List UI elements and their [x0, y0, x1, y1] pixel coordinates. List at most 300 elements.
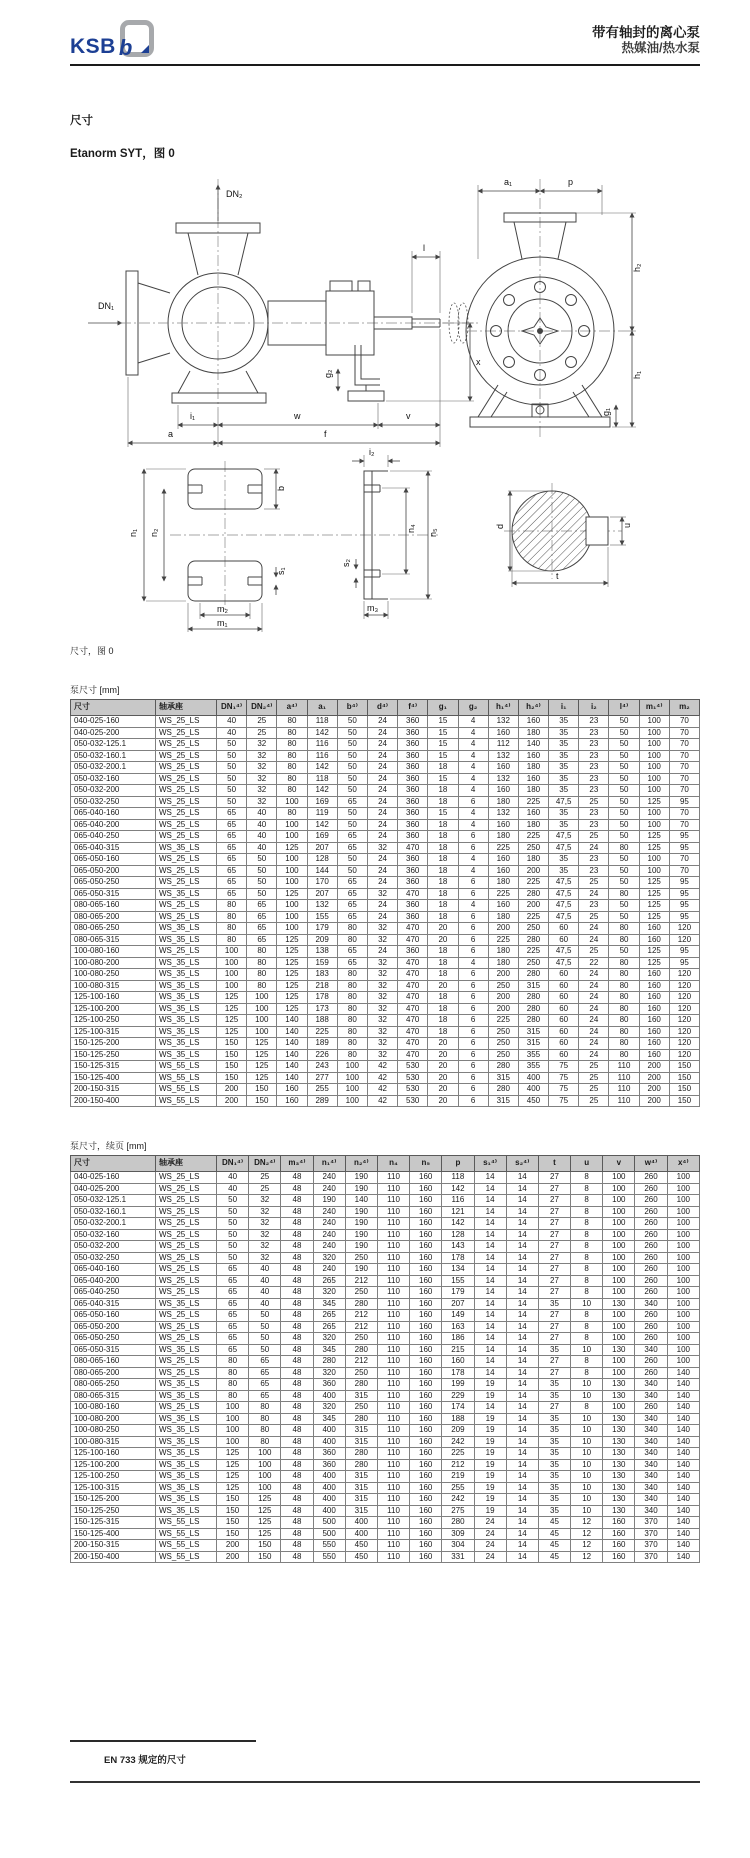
- column-header: s₁⁴⁾: [474, 1156, 506, 1172]
- table-cell: 50: [609, 716, 639, 728]
- table-cell: 12: [571, 1528, 603, 1540]
- table-row: [71, 1195, 700, 1207]
- table-cell: 110: [377, 1528, 409, 1540]
- table-cell: 150-125-200: [71, 1038, 156, 1050]
- table-cell: 95: [669, 957, 699, 969]
- dim-label-h2: h₂: [632, 263, 642, 272]
- table-cell: 400: [313, 1482, 345, 1494]
- table-cell: 199: [442, 1379, 474, 1391]
- page-header: [70, 0, 700, 60]
- table-cell: 400: [313, 1471, 345, 1483]
- table-cell: WS_55_LS: [156, 1072, 217, 1084]
- table-cell: 50: [247, 854, 277, 866]
- table-cell: 23: [579, 865, 609, 877]
- table-cell: 35: [538, 1379, 570, 1391]
- table-cell: 95: [669, 796, 699, 808]
- table-cell: 130: [603, 1471, 635, 1483]
- table-cell: 130: [603, 1494, 635, 1506]
- table-cell: 360: [398, 946, 428, 958]
- table-cell: 48: [281, 1390, 313, 1402]
- table-cell: 183: [307, 969, 337, 981]
- table-cell: 140: [667, 1425, 699, 1437]
- table-cell: 065-040-200: [71, 1275, 156, 1287]
- table-cell: 110: [377, 1448, 409, 1460]
- table-cell: 200: [518, 900, 548, 912]
- table-row: [71, 1275, 700, 1287]
- table-cell: 6: [458, 1015, 488, 1027]
- table-cell: 50: [217, 1229, 249, 1241]
- table-cell: 100: [603, 1195, 635, 1207]
- table-cell: 065-040-315: [71, 842, 156, 854]
- column-header: i₁: [549, 700, 579, 716]
- table-cell: 179: [307, 923, 337, 935]
- table-cell: 142: [307, 785, 337, 797]
- table-cell: 260: [635, 1333, 667, 1345]
- column-header: n₁⁴⁾: [313, 1156, 345, 1172]
- table-cell: 125: [247, 1038, 277, 1050]
- table-cell: 18: [428, 865, 458, 877]
- table-row: [71, 1038, 700, 1050]
- table-cell: 180: [488, 831, 518, 843]
- table-cell: 4: [458, 773, 488, 785]
- table-cell: 19: [474, 1413, 506, 1425]
- table-cell: 24: [367, 865, 397, 877]
- table-cell: WS_35_LS: [156, 1425, 217, 1437]
- table-cell: 4: [458, 865, 488, 877]
- table-cell: 70: [669, 727, 699, 739]
- table-cell: 100: [667, 1195, 699, 1207]
- table-cell: 100-080-250: [71, 1425, 156, 1437]
- table-cell: 20: [428, 1084, 458, 1096]
- table-cell: WS_25_LS: [156, 1275, 217, 1287]
- table-cell: 50: [337, 819, 367, 831]
- table-cell: 100: [667, 1275, 699, 1287]
- table-cell: 225: [488, 934, 518, 946]
- table-cell: 040-025-160: [71, 1172, 156, 1184]
- table-cell: 050-032-160: [71, 773, 156, 785]
- table-cell: 125: [277, 957, 307, 969]
- table-row: [71, 1049, 700, 1061]
- table-cell: 120: [669, 1038, 699, 1050]
- table-row: [71, 923, 700, 935]
- table-cell: 160: [603, 1540, 635, 1552]
- table-cell: 14: [506, 1275, 538, 1287]
- table-cell: 50: [217, 739, 247, 751]
- table-cell: 125: [639, 911, 669, 923]
- table-cell: WS_35_LS: [156, 1390, 217, 1402]
- table-row: [71, 1218, 700, 1230]
- table-cell: 200: [639, 1084, 669, 1096]
- table-cell: 100: [639, 750, 669, 762]
- table-cell: 14: [506, 1264, 538, 1276]
- table-cell: 110: [377, 1321, 409, 1333]
- table-cell: 140: [277, 1015, 307, 1027]
- column-header: 轴承座: [156, 700, 217, 716]
- table-cell: 190: [345, 1218, 377, 1230]
- table-cell: 150-125-200: [71, 1494, 156, 1506]
- table-cell: 100: [217, 946, 247, 958]
- dim-label-l: l: [423, 243, 425, 253]
- table-cell: 260: [635, 1310, 667, 1322]
- table-cell: 25: [579, 831, 609, 843]
- table-cell: 132: [488, 773, 518, 785]
- table-cell: 190: [345, 1241, 377, 1253]
- table-cell: 80: [247, 946, 277, 958]
- table-cell: 370: [635, 1540, 667, 1552]
- table-cell: 160: [410, 1540, 442, 1552]
- table-cell: WS_25_LS: [156, 1264, 217, 1276]
- table-cell: 160: [410, 1229, 442, 1241]
- pump-drawing-svg: [70, 171, 700, 633]
- table-cell: 250: [488, 1049, 518, 1061]
- table-cell: 160: [410, 1482, 442, 1494]
- table-cell: 10: [571, 1344, 603, 1356]
- table-cell: 100: [603, 1229, 635, 1241]
- table-cell: 125-100-160: [71, 992, 156, 1004]
- table-cell: 24: [474, 1517, 506, 1529]
- table-row: [71, 1298, 700, 1310]
- dim-label-h1: h₁: [632, 370, 642, 379]
- table-cell: WS_25_LS: [156, 1287, 217, 1299]
- table-cell: 125: [217, 1448, 249, 1460]
- table-cell: 212: [345, 1321, 377, 1333]
- table-row: [71, 1540, 700, 1552]
- table-cell: 65: [247, 934, 277, 946]
- table-cell: 18: [428, 762, 458, 774]
- table-cell: 65: [217, 831, 247, 843]
- column-header: f⁴⁾: [398, 700, 428, 716]
- table-cell: 6: [458, 980, 488, 992]
- table-cell: 20: [428, 934, 458, 946]
- table-cell: 160: [410, 1551, 442, 1563]
- table-cell: WS_35_LS: [156, 1038, 217, 1050]
- table-cell: 370: [635, 1551, 667, 1563]
- table-cell: 160: [410, 1195, 442, 1207]
- table-cell: 50: [249, 1344, 281, 1356]
- table-cell: 470: [398, 1049, 428, 1061]
- table-cell: 315: [518, 1038, 548, 1050]
- table-cell: 35: [538, 1298, 570, 1310]
- table-cell: 110: [377, 1379, 409, 1391]
- table-cell: 20: [428, 980, 458, 992]
- table-cell: WS_35_LS: [156, 992, 217, 1004]
- table-cell: 70: [669, 854, 699, 866]
- table-cell: 065-040-160: [71, 808, 156, 820]
- table-cell: 160: [603, 1528, 635, 1540]
- dim-label-t: t: [556, 571, 559, 581]
- table-cell: 35: [538, 1344, 570, 1356]
- table-cell: 47,5: [549, 957, 579, 969]
- table-cell: 18: [428, 957, 458, 969]
- table-cell: 35: [538, 1448, 570, 1460]
- table-cell: 340: [635, 1413, 667, 1425]
- table-cell: 225: [307, 1026, 337, 1038]
- table-cell: 4: [458, 957, 488, 969]
- table-cell: 32: [367, 980, 397, 992]
- table-cell: 130: [603, 1344, 635, 1356]
- table-cell: 100-080-250: [71, 969, 156, 981]
- table-cell: 100: [277, 819, 307, 831]
- table-cell: 4: [458, 900, 488, 912]
- table-cell: 470: [398, 969, 428, 981]
- table-cell: 23: [579, 819, 609, 831]
- table-cell: 360: [398, 727, 428, 739]
- table-cell: 100: [603, 1367, 635, 1379]
- table-cell: WS_25_LS: [156, 1321, 217, 1333]
- table-cell: 50: [337, 808, 367, 820]
- table-cell: 150: [247, 1084, 277, 1096]
- table-cell: 178: [307, 992, 337, 1004]
- table-cell: 10: [571, 1448, 603, 1460]
- table-cell: 50: [609, 808, 639, 820]
- table-cell: 60: [549, 1038, 579, 1050]
- table-cell: 12: [571, 1517, 603, 1529]
- table-cell: 35: [549, 750, 579, 762]
- table-cell: 160: [410, 1264, 442, 1276]
- table-cell: 100: [639, 808, 669, 820]
- table-cell: WS_35_LS: [156, 1026, 217, 1038]
- table-cell: 8: [571, 1367, 603, 1379]
- table-cell: 14: [506, 1505, 538, 1517]
- table-cell: 15: [428, 773, 458, 785]
- table-cell: 140: [277, 1026, 307, 1038]
- table-cell: 80: [337, 1038, 367, 1050]
- table-cell: 160: [410, 1517, 442, 1529]
- table-cell: 65: [217, 1298, 249, 1310]
- table-row: [71, 1367, 700, 1379]
- table-row: [71, 1241, 700, 1253]
- table-header-row: [71, 1156, 700, 1172]
- table-cell: 35: [549, 785, 579, 797]
- table-cell: 150: [217, 1049, 247, 1061]
- table-cell: 100: [277, 877, 307, 889]
- table-cell: 25: [579, 1095, 609, 1107]
- table-cell: 10: [571, 1494, 603, 1506]
- table-cell: 120: [669, 980, 699, 992]
- table-row: [71, 1459, 700, 1471]
- table-cell: 45: [538, 1540, 570, 1552]
- dim-label-i2: i₂: [369, 447, 375, 457]
- table-cell: 100: [277, 854, 307, 866]
- table-cell: 065-040-250: [71, 1287, 156, 1299]
- table-cell: 309: [442, 1528, 474, 1540]
- table-cell: 95: [669, 888, 699, 900]
- table-cell: 125: [277, 946, 307, 958]
- table-row: [71, 1003, 700, 1015]
- table-cell: 25: [579, 1072, 609, 1084]
- table-cell: 110: [377, 1551, 409, 1563]
- table-cell: 190: [345, 1183, 377, 1195]
- table-cell: 18: [428, 877, 458, 889]
- table-cell: 140: [277, 1061, 307, 1073]
- table-cell: 10: [571, 1459, 603, 1471]
- table-cell: 128: [307, 854, 337, 866]
- table-cell: 200: [488, 992, 518, 1004]
- table-cell: 400: [345, 1528, 377, 1540]
- column-header: m₂: [669, 700, 699, 716]
- table-cell: 065-050-200: [71, 865, 156, 877]
- table-cell: 70: [669, 808, 699, 820]
- table-cell: 250: [345, 1252, 377, 1264]
- table-cell: 120: [669, 992, 699, 1004]
- table-cell: 470: [398, 1038, 428, 1050]
- table-cell: 150: [217, 1038, 247, 1050]
- table-cell: 242: [442, 1494, 474, 1506]
- table-cell: 80: [337, 1049, 367, 1061]
- table-cell: 23: [579, 716, 609, 728]
- table-cell: 280: [488, 1084, 518, 1096]
- table-cell: 200: [217, 1084, 247, 1096]
- table-cell: 40: [249, 1287, 281, 1299]
- table-cell: 14: [506, 1252, 538, 1264]
- table-cell: 340: [635, 1505, 667, 1517]
- table-cell: 8: [571, 1195, 603, 1207]
- table-cell: 150-125-400: [71, 1528, 156, 1540]
- column-header: 轴承座: [156, 1156, 217, 1172]
- table-cell: 48: [281, 1494, 313, 1506]
- table-row: [71, 1448, 700, 1460]
- table-cell: 160: [410, 1321, 442, 1333]
- table-cell: 190: [345, 1229, 377, 1241]
- table-cell: 24: [579, 888, 609, 900]
- table-cell: 42: [367, 1084, 397, 1096]
- table-cell: 65: [217, 1321, 249, 1333]
- table-cell: WS_55_LS: [156, 1084, 217, 1096]
- table-cell: 315: [345, 1425, 377, 1437]
- table-cell: 180: [488, 877, 518, 889]
- table-cell: 150: [669, 1095, 699, 1107]
- table-cell: WS_35_LS: [156, 1344, 217, 1356]
- table-cell: 125: [217, 1003, 247, 1015]
- table-cell: 60: [549, 1049, 579, 1061]
- table-cell: 050-032-125.1: [71, 739, 156, 751]
- table-cell: 14: [474, 1321, 506, 1333]
- column-header: b⁴⁾: [337, 700, 367, 716]
- table-cell: WS_25_LS: [156, 1333, 217, 1345]
- table-cell: 14: [506, 1206, 538, 1218]
- table-cell: 140: [277, 1072, 307, 1084]
- table-cell: 100: [667, 1287, 699, 1299]
- table-cell: 200-150-400: [71, 1095, 156, 1107]
- table-cell: 80: [337, 923, 367, 935]
- table-cell: 4: [458, 854, 488, 866]
- table-cell: 14: [474, 1206, 506, 1218]
- table-cell: 100: [667, 1241, 699, 1253]
- table-cell: 100: [667, 1183, 699, 1195]
- table-cell: 19: [474, 1448, 506, 1460]
- table-cell: 188: [442, 1413, 474, 1425]
- table-cell: 100: [603, 1264, 635, 1276]
- table-cell: 160: [603, 1517, 635, 1529]
- table-cell: 50: [217, 785, 247, 797]
- table-cell: 209: [307, 934, 337, 946]
- table-cell: 80: [609, 1049, 639, 1061]
- table-cell: 110: [377, 1310, 409, 1322]
- table-cell: 6: [458, 923, 488, 935]
- table-cell: 65: [337, 796, 367, 808]
- table-cell: 280: [345, 1413, 377, 1425]
- table-cell: 100: [603, 1275, 635, 1287]
- table-cell: 120: [669, 1026, 699, 1038]
- table-cell: 32: [367, 1049, 397, 1061]
- table-cell: 10: [571, 1298, 603, 1310]
- table-cell: 125: [639, 877, 669, 889]
- table-cell: 35: [549, 865, 579, 877]
- table-cell: 160: [410, 1528, 442, 1540]
- table-cell: 116: [442, 1195, 474, 1207]
- table-cell: 80: [249, 1436, 281, 1448]
- table-cell: 112: [488, 739, 518, 751]
- table-cell: 24: [579, 992, 609, 1004]
- dim-label-n1: n₁: [128, 528, 138, 537]
- column-header: l⁴⁾: [609, 700, 639, 716]
- table-cell: 470: [398, 888, 428, 900]
- table-cell: 100-080-160: [71, 946, 156, 958]
- table-cell: 14: [506, 1229, 538, 1241]
- pump-dimensions-continued-table: [70, 1155, 700, 1563]
- table-row: [71, 888, 700, 900]
- table-cell: 160: [488, 727, 518, 739]
- table-cell: 110: [377, 1287, 409, 1299]
- table-cell: 40: [247, 819, 277, 831]
- table-cell: 200: [488, 969, 518, 981]
- table-cell: 100: [249, 1448, 281, 1460]
- table-cell: 550: [313, 1540, 345, 1552]
- table-cell: 260: [635, 1264, 667, 1276]
- table-cell: 140: [667, 1528, 699, 1540]
- table-cell: 125: [247, 1072, 277, 1084]
- table-cell: 120: [669, 969, 699, 981]
- table-cell: 250: [488, 980, 518, 992]
- table-cell: 280: [345, 1298, 377, 1310]
- table-cell: 18: [428, 946, 458, 958]
- table-cell: 125: [277, 934, 307, 946]
- table-cell: 40: [249, 1275, 281, 1287]
- table-cell: 6: [458, 877, 488, 889]
- table-row: [71, 727, 700, 739]
- table-cell: 14: [506, 1367, 538, 1379]
- table-cell: 70: [669, 762, 699, 774]
- table-cell: 27: [538, 1218, 570, 1230]
- table-cell: 100: [667, 1310, 699, 1322]
- table-cell: 24: [367, 877, 397, 889]
- table-cell: 160: [410, 1436, 442, 1448]
- table-cell: 340: [635, 1448, 667, 1460]
- table-cell: 140: [277, 1038, 307, 1050]
- table-cell: 190: [345, 1264, 377, 1276]
- header-rule: [70, 64, 700, 66]
- table-cell: 120: [669, 1015, 699, 1027]
- table-cell: 27: [538, 1252, 570, 1264]
- table-cell: 4: [458, 727, 488, 739]
- table-cell: WS_35_LS: [156, 1298, 217, 1310]
- table-cell: 160: [410, 1367, 442, 1379]
- table-cell: 80: [249, 1425, 281, 1437]
- table-cell: 100: [603, 1172, 635, 1184]
- table-cell: 65: [249, 1367, 281, 1379]
- table-cell: 80: [217, 934, 247, 946]
- table-cell: 140: [667, 1540, 699, 1552]
- table-cell: 27: [538, 1275, 570, 1287]
- table1-caption: 泵尺寸 [mm]: [70, 685, 120, 695]
- technical-drawing: [70, 171, 700, 638]
- table-cell: 280: [488, 1061, 518, 1073]
- table-cell: 100: [667, 1172, 699, 1184]
- table-cell: 050-032-200.1: [71, 762, 156, 774]
- table-cell: 110: [377, 1264, 409, 1276]
- table-cell: 160: [639, 934, 669, 946]
- table-cell: 140: [667, 1494, 699, 1506]
